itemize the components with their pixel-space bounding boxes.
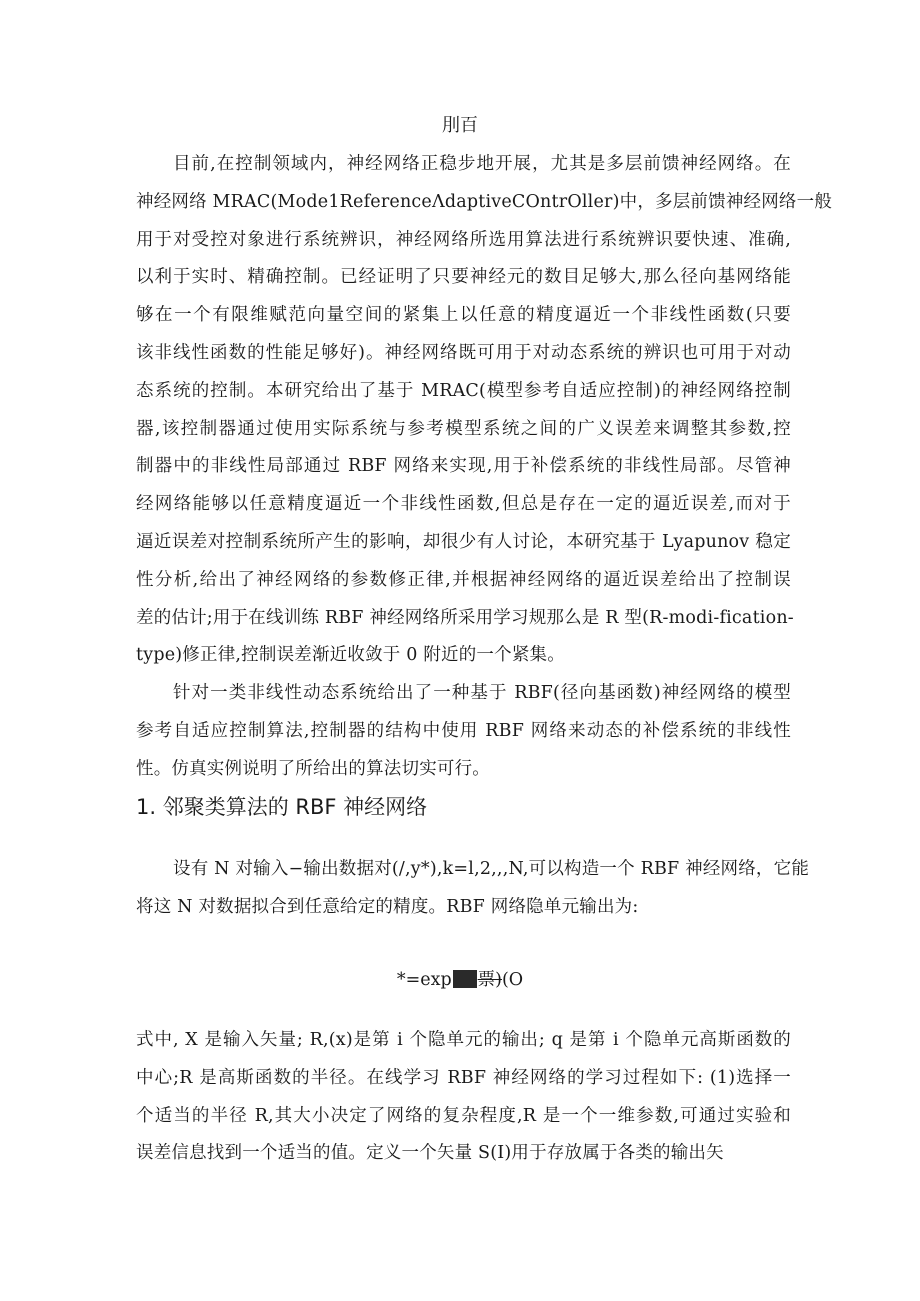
intro-paragraph-1 [136,146,833,675]
paragraph-line: 设有 N 对输入−输出数据对(/,y*),k=l,2,,,N,可以构造一个 RBF 神经网络，它能 [173,859,810,879]
paragraph-line: 将这 N 对数据拟合到任意给定的精度。RBF 网络隐单元输出为: [136,896,639,917]
paragraph-line: 该非线性函数的性能足够好)。神经网络既可用于对动态系统的辨识也可用于对动 [136,342,791,363]
paragraph-line: 中心;R 是高斯函数的半径。在线学习 RBF 神经网络的学习过程如下: (1)选择一 [136,1067,791,1088]
formula-right: (O [501,970,524,990]
paragraph-line: 态系统的控制。本研究给出了基于 MRAC(模型参考自适应控制)的神经网络控制 [136,380,791,401]
paragraph-line: type)修正律,控制误差渐近收敛于 0 附近的一个紧集。 [136,645,565,666]
section-paragraph-2 [136,1022,791,1173]
section-heading: 1. 邻聚类算法的 RBF 神经网络 [136,795,428,819]
section-paragraph-1 [136,851,810,927]
paragraph-line: 性分析,给出了神经网络的参数修正律,并根据神经网络的逼近误差给出了控制误 [136,569,791,590]
paragraph-line: 以利于实时、精确控制。已经证明了只要神经元的数目足够大,那么径向基网络能 [136,267,791,288]
formula-left: *=exp [396,970,452,990]
paragraph-line: 用于对受控对象进行系统辨识，神经网络所选用算法进行系统辨识要快速、准确, [136,229,791,250]
page-title: 刖百 [442,115,478,136]
paragraph-line: 目前,在控制领域内，神经网络正稳步地开展，尤其是多层前馈神经网络。在 [173,154,791,174]
formula-struck: 票) [477,970,502,990]
paragraph-line: 器,该控制器通过使用实际系统与参考模型系统之间的广义误差来调整其参数,控 [136,418,791,439]
paragraph-line: 误差信息找到一个适当的值。定义一个矢量 S(I)用于存放属于各类的输出矢 [136,1143,724,1164]
paragraph-line: 够在一个有限维赋范向量空间的紧集上以任意的精度逼近一个非线性函数(只要 [136,305,791,326]
paragraph-line: 逼近误差对控制系统所产生的影响，却很少有人讨论，本研究基于 Lyapunov 稳定 [136,531,791,552]
paragraph-line: 经网络能够以任意精度逼近一个非线性函数,但总是存在一定的逼近误差,而对于 [136,494,791,515]
ink-smudge [453,970,477,988]
paragraph-line: 个适当的半径 R,其大小决定了网络的复杂程度,R 是一个一维参数,可通过实验和 [136,1105,791,1126]
paragraph-line: 神经网络 MRAC(Mode1ReferenceΛdaptiveCOntrOller)中，多层前馈神经网络一般 [136,191,833,212]
paragraph-line: 制器中的非线性局部通过 RBF 网络来实现,用于补偿系统的非线性局部。尽管神 [136,456,791,477]
paragraph-line: 参考自适应控制算法,控制器的结构中使用 RBF 网络来动态的补偿系统的非线性 [136,720,791,741]
formula [0,966,920,994]
paragraph-line: 针对一类非线性动态系统给出了一种基于 RBF(径向基函数)神经网络的模型 [173,683,791,703]
paragraph-line: 差的估计;用于在线训练 RBF 神经网络所采用学习规那么是 R 型(R-modi-fication- [136,607,794,628]
intro-paragraph-2 [136,675,791,788]
paragraph-line: 性。仿真实例说明了所给出的算法切实可行。 [136,758,490,779]
paragraph-line: 式中, X 是输入矢量; R,(x)是第 i 个隐单元的输出; q 是第 i 个隐单元高斯函数的 [136,1030,791,1050]
